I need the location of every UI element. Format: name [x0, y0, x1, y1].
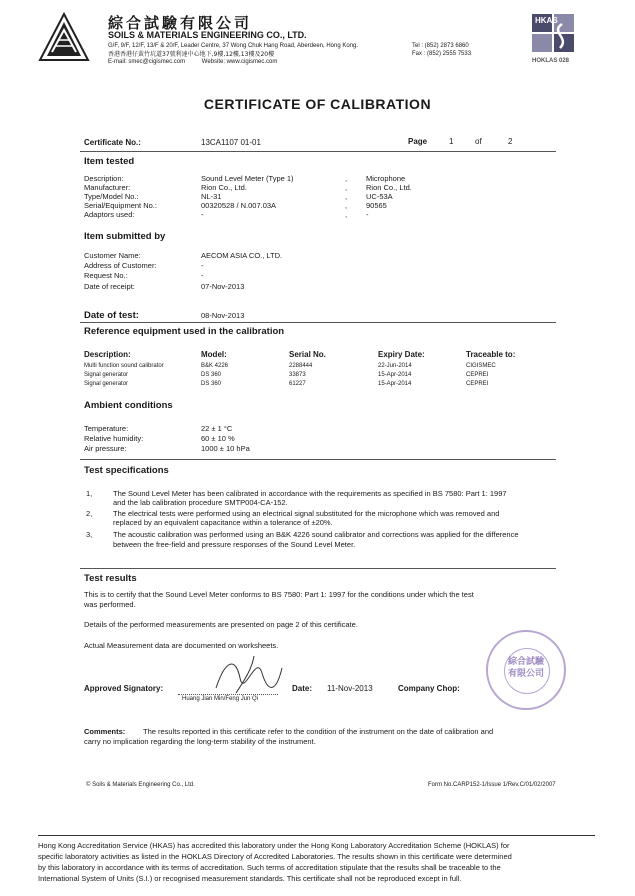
approval-date-label: Date:: [292, 684, 313, 693]
hkas-logo-text: HKAS: [535, 16, 558, 25]
ambient-value: 1000 ± 10 hPa: [201, 444, 250, 453]
company-address-cn: 香港香港仔黃竹坑道37號利達中心地下,9樓,12樓,13樓及20樓: [108, 51, 275, 58]
spec-number: 3,: [86, 530, 93, 539]
section-heading-ambient: Ambient conditions: [84, 400, 173, 411]
ref-cell: DS 360: [201, 372, 222, 378]
page-label: Page: [408, 137, 428, 146]
section-heading-item-tested: Item tested: [84, 156, 135, 167]
spec-text: The Sound Level Meter has been calibrated in accordance with the requirements as specified in BS 7580: Part 1: 1997: [113, 489, 507, 498]
section-heading-item-submitted: Item submitted by: [84, 231, 166, 242]
company-chop-label: Company Chop:: [398, 684, 460, 693]
item-tested-separator: ,: [345, 183, 348, 192]
ambient-value: 22 ± 1 °C: [201, 424, 233, 433]
submitted-value: 07-Nov-2013: [201, 282, 245, 291]
ref-cell: 22-Jun-2014: [378, 363, 412, 369]
divider: [80, 459, 556, 460]
item-tested-value2: Microphone: [366, 174, 406, 183]
ref-cell: 33873: [289, 372, 306, 378]
divider: [80, 322, 556, 323]
submitted-value: -: [201, 271, 204, 280]
item-tested-value2: 90565: [366, 201, 387, 210]
ambient-label: Temperature:: [84, 424, 129, 433]
comments-text: The results reported in this certificate refer to the condition of the instrument on the date of calibration and: [143, 727, 494, 736]
ref-cell: CIGISMEC: [466, 363, 496, 369]
item-tested-separator: ,: [345, 174, 348, 183]
signature-line: [178, 694, 278, 695]
ref-cell: CEPREI: [466, 372, 489, 378]
ref-cell: CEPREI: [466, 381, 489, 387]
section-heading-reference: Reference equipment used in the calibration: [84, 326, 285, 337]
spec-text: and the lab calibration procedure SMTP004-CA-152.: [113, 498, 288, 507]
comments-text: carry no implication regarding the long-term stability of the instrument.: [84, 737, 316, 746]
company-name-cn: 綜合試驗有限公司: [108, 14, 253, 32]
item-tested-value2: Rion Co., Ltd.: [366, 183, 412, 192]
results-text: Actual Measurement data are documented on worksheets.: [84, 641, 279, 650]
submitted-value: AECOM ASIA CO., LTD.: [201, 251, 283, 260]
ref-cell: 61227: [289, 381, 306, 387]
item-tested-label: Description:: [84, 174, 124, 183]
item-tested-label: Manufacturer:: [84, 183, 131, 192]
ref-cell: 2288444: [289, 363, 313, 369]
ref-cell: 15-Apr-2014: [378, 372, 412, 378]
signature-mark: [206, 648, 286, 698]
ref-column-header: Model:: [201, 350, 227, 359]
item-tested-separator: ,: [345, 201, 348, 210]
ambient-label: Air pressure:: [84, 444, 127, 453]
signature-icon: [206, 648, 286, 698]
submitted-label: Date of receipt:: [84, 282, 135, 291]
submitted-label: Request No.:: [84, 271, 128, 280]
item-tested-value2: UC-53A: [366, 192, 393, 201]
ref-column-header: Serial No.: [289, 350, 326, 359]
item-tested-value: -: [201, 210, 204, 219]
spec-text: replaced by an equivalent capacitance within a tolerance of ±20%.: [113, 518, 333, 527]
page-number: 1: [449, 137, 454, 146]
accreditation-line: International System of Units (S.I.) or recognised measurement standards. This certificate shall not be reproduced except in full.: [38, 874, 462, 883]
hoklas-code: HOKLAS 028: [532, 58, 570, 64]
accreditation-line: Hong Kong Accreditation Service (HKAS) has accredited this laboratory under the Hong Kong Laboratory Accreditation Scheme (HOKLAS) for: [38, 841, 510, 850]
footer-form-no: Form No.CARP152-1/Issue 1/Rev.C/01/02/2007: [428, 782, 556, 788]
ref-cell: Signal generator: [84, 372, 129, 378]
item-tested-label: Adaptors used:: [84, 210, 135, 219]
results-text: Details of the performed measurements are presented on page 2 of this certificate.: [84, 620, 358, 629]
section-heading-results: Test results: [84, 573, 137, 584]
submitted-label: Customer Name:: [84, 251, 141, 260]
approved-signatory-label: Approved Signatory:: [84, 684, 164, 693]
date-of-test-value: 08-Nov-2013: [201, 311, 245, 320]
date-of-test-label: Date of test:: [84, 310, 139, 321]
certificate-title: CERTIFICATE OF CALIBRATION: [203, 96, 432, 112]
hkas-logo: [530, 12, 578, 54]
spec-text: The electrical tests were performed using an electrical signal substituted for the microphone which was removed and: [113, 509, 500, 518]
certificate-no-value: 13CA1107 01-01: [201, 138, 261, 147]
page-of-label: of: [475, 137, 482, 146]
divider: [80, 151, 556, 152]
submitted-label: Address of Customer:: [84, 261, 157, 270]
company-fax: Fax : (852) 2555 7533: [412, 51, 472, 57]
accreditation-line: by this laboratory in accordance with its terms of accreditation. Such terms of accreditation stipulate that the results shall be traceable to the: [38, 863, 501, 872]
ref-column-header: Description:: [84, 350, 131, 359]
ambient-value: 60 ± 10 %: [201, 434, 235, 443]
company-chop-stamp: [486, 630, 566, 710]
section-heading-specs: Test specifications: [84, 465, 169, 476]
ref-cell: 15-Apr-2014: [378, 381, 412, 387]
company-address-en: G/F, 9/F, 12/F, 13/F & 20/F, Leader Centre, 37 Wong Chuk Hang Road, Aberdeen, Hong Kong.: [108, 43, 359, 49]
spec-number: 2,: [86, 509, 93, 518]
spec-text: The acoustic calibration was performed using an B&K 4226 sound calibrator and corrections was applied for the difference: [113, 530, 519, 539]
submitted-value: -: [201, 261, 204, 270]
footer-divider: [38, 835, 595, 836]
divider: [80, 568, 556, 569]
ref-column-header: Expiry Date:: [378, 350, 425, 359]
ref-cell: B&K 4226: [201, 363, 229, 369]
ref-cell: Signal generator: [84, 381, 129, 387]
item-tested-separator: ,: [345, 192, 348, 201]
comments-label: Comments:: [84, 727, 126, 736]
stamp-text: 綜合試驗有限公司: [507, 657, 544, 679]
results-text: was performed.: [84, 600, 136, 609]
company-tel: Tel : (852) 2873 6860: [412, 43, 469, 49]
item-tested-value: Rion Co., Ltd.: [201, 183, 247, 192]
ambient-label: Relative humidity:: [84, 434, 144, 443]
results-text: This is to certify that the Sound Level Meter conforms to BS 7580: Part 1: 1997 for the conditions under which the test: [84, 590, 474, 599]
item-tested-value: NL-31: [201, 192, 222, 201]
certificate-no-label: Certificate No.:: [84, 138, 141, 147]
company-logo: [38, 12, 90, 64]
item-tested-value2: -: [366, 210, 369, 219]
company-contact: E-mail: smec@cigismec.com Website: www.cigismec.com: [108, 59, 278, 65]
approval-date-value: 11-Nov-2013: [327, 684, 373, 693]
approved-signatory-name: Huang Jian Min/Feng Jun Qi: [182, 696, 259, 702]
ref-column-header: Traceable to:: [466, 350, 516, 359]
footer-copyright: © Soils & Materials Engineering Co., Ltd.: [86, 782, 195, 788]
triangle-logo-icon: [38, 12, 90, 64]
company-name-en: SOILS & MATERIALS ENGINEERING CO., LTD.: [108, 30, 307, 40]
accreditation-line: specific laboratory activities as listed in the HOKLAS Directory of Accredited Laboratories. The results shown in this certificate were determined: [38, 852, 512, 861]
item-tested-separator: ,: [345, 210, 348, 219]
item-tested-value: Sound Level Meter (Type 1): [201, 174, 294, 183]
item-tested-value: 00320528 / N.007.03A: [201, 201, 277, 210]
page-total: 2: [508, 137, 513, 146]
item-tested-label: Type/Model No.:: [84, 192, 139, 201]
ref-cell: Multi function sound calibrator: [84, 363, 164, 369]
spec-number: 1,: [86, 489, 93, 498]
item-tested-label: Serial/Equipment No.:: [84, 201, 157, 210]
ref-cell: DS 360: [201, 381, 222, 387]
spec-text: between the free-field and pressure responses of the Sound Level Meter.: [113, 540, 356, 549]
